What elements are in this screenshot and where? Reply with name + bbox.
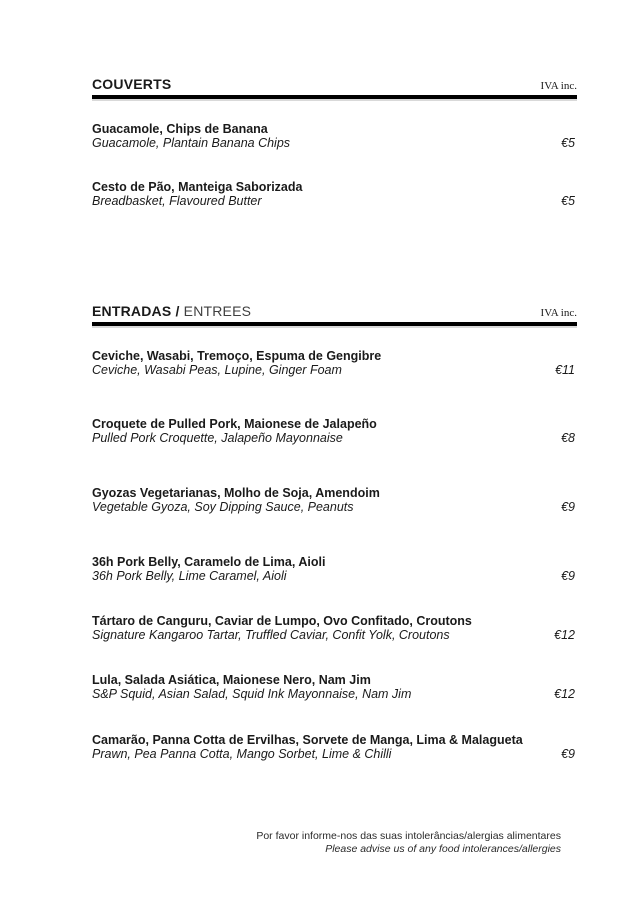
menu-item [92,486,577,514]
section-title [92,76,171,92]
item-name-pt: 36h Pork Belly, Caramelo de Lima, Aioli [92,555,326,569]
item-name-pt: Croquete de Pulled Pork, Maionese de Jalapeño [92,417,377,431]
menu-item [92,555,577,583]
item-name-en: Signature Kangaroo Tartar, Truffled Caviar, Confit Yolk, Croutons [92,628,450,642]
item-price: €9 [561,569,575,583]
tax-included-note: IVA inc. [540,80,577,92]
item-name-en: Guacamole, Plantain Banana Chips [92,136,291,150]
menu-item [92,349,577,377]
section-entradas [92,303,577,761]
item-name-en: Ceviche, Wasabi Peas, Lupine, Ginger Foam [92,363,342,377]
item-name-en: Prawn, Pea Panna Cotta, Mango Sorbet, Lime & Chilli [92,747,392,761]
menu-item [92,180,577,208]
item-name-en: 36h Pork Belly, Lime Caramel, Aioli [92,569,287,583]
tax-included-note: IVA inc. [540,307,577,319]
item-price: €5 [561,136,575,150]
item-price: €8 [561,431,575,445]
section-title-primary: ENTRADAS / [92,303,180,319]
item-name-en: Pulled Pork Croquette, Jalapeño Mayonnaise [92,431,343,445]
item-name-en: S&P Squid, Asian Salad, Squid Ink Mayonnaise, Nam Jim [92,687,412,701]
item-price: €5 [561,194,575,208]
section-title-secondary: ENTREES [179,303,252,319]
section-items [92,99,577,208]
item-name-en: Vegetable Gyoza, Soy Dipping Sauce, Peanuts [92,500,354,514]
menu-item [92,614,577,642]
section-title-primary: COUVERTS [92,76,172,92]
section-couverts [92,76,577,208]
item-price: €9 [561,500,575,514]
section-title [92,303,251,319]
item-price: €9 [561,747,575,761]
item-name-pt: Tártaro de Canguru, Caviar de Lumpo, Ovo Confitado, Croutons [92,614,472,628]
allergy-notice [256,830,561,856]
item-name-pt: Guacamole, Chips de Banana [92,122,268,136]
allergy-notice-en: Please advise us of any food intolerances/allergies [325,843,561,855]
item-name-pt: Lula, Salada Asiática, Maionese Nero, Nam Jim [92,673,371,687]
menu-item [92,673,577,701]
menu-item [92,122,577,150]
menu-item [92,417,577,445]
allergy-notice-pt: Por favor informe-nos das suas intolerâncias/alergias alimentares [256,830,561,842]
section-header [92,303,577,320]
item-name-pt: Gyozas Vegetarianas, Molho de Soja, Amendoim [92,486,380,500]
section-items [92,326,577,761]
item-price: €12 [554,628,575,642]
item-name-pt: Ceviche, Wasabi, Tremoço, Espuma de Gengibre [92,349,382,363]
item-name-pt: Cesto de Pão, Manteiga Saborizada [92,180,303,194]
item-name-pt: Camarão, Panna Cotta de Ervilhas, Sorvete de Manga, Lima & Malagueta [92,733,523,747]
section-header [92,76,577,93]
menu-item [92,733,577,761]
menu-content [92,0,577,761]
item-name-en: Breadbasket, Flavoured Butter [92,194,262,208]
item-price: €11 [555,363,575,377]
item-price: €12 [554,687,575,701]
